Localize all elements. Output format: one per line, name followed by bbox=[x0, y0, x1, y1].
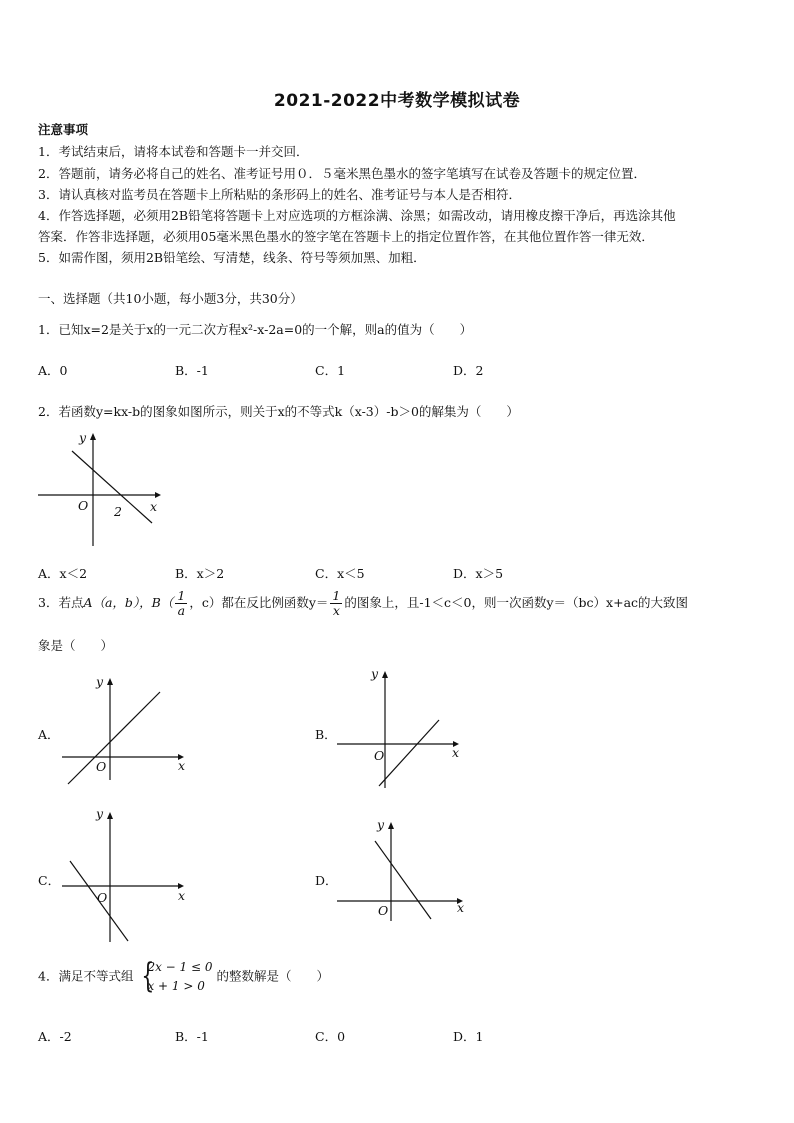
q3c-origin-label: O bbox=[97, 890, 108, 905]
notice-item-2: 2．答题前，请务必将自己的姓名、准考证号用０．５毫米黑色墨水的签字笔填写在试卷及答题卡的规定位置． bbox=[38, 166, 646, 181]
q2-y-arrow bbox=[90, 433, 96, 440]
q3a-line bbox=[68, 692, 160, 784]
q3-graph-a bbox=[60, 672, 195, 787]
q4-option-a[interactable]: A．-2 bbox=[38, 1029, 72, 1044]
q3-option-c[interactable]: C． bbox=[38, 873, 61, 888]
q3c-x-label: x bbox=[178, 888, 186, 903]
q3c-y-arrow bbox=[107, 812, 113, 819]
q4-brace: { bbox=[141, 956, 155, 996]
q2-y-label: y bbox=[79, 430, 87, 445]
page-title: 2021-2022中考数学模拟试卷 bbox=[273, 91, 521, 111]
q1-option-d[interactable]: D．2 bbox=[453, 363, 484, 378]
notice-item-4: 4．作答选择题，必须用2B铅笔将答题卡上对应选项的方框涂满、涂黑；如需改动，请用橡皮擦干净后，再选涂其他 bbox=[38, 208, 676, 223]
question-3-text bbox=[38, 589, 688, 618]
q3a-y-arrow bbox=[107, 678, 113, 685]
q3-rfrac-den: x bbox=[332, 603, 340, 618]
question-4-text bbox=[38, 958, 329, 996]
q3b-y-arrow bbox=[382, 671, 388, 678]
q4-pre: 4．满足不等式组 bbox=[38, 968, 134, 984]
q3-frac-den: a bbox=[177, 603, 186, 618]
question-1-text: 1．已知x=2是关于x的一元二次方程x²-x-2a=0的一个解，则a的值为（ ） bbox=[38, 322, 473, 337]
q3d-origin-label: O bbox=[378, 903, 389, 918]
q3-rfrac-num: 1 bbox=[332, 588, 341, 603]
notice-heading: 注意事项 bbox=[38, 122, 89, 137]
q2-tick-two: 2 bbox=[114, 504, 122, 519]
q3-fraction-1-over-a bbox=[175, 589, 187, 618]
q4-row-2: x + 1 > 0 bbox=[147, 979, 205, 993]
q2-option-a[interactable]: A．x＜2 bbox=[38, 566, 88, 581]
q1-option-b[interactable]: B．-1 bbox=[175, 363, 209, 378]
q3c-y-label: y bbox=[96, 806, 104, 821]
q3a-x-label: x bbox=[178, 758, 186, 773]
q3-fraction-1-over-x bbox=[330, 589, 342, 618]
q3b-x-label: x bbox=[452, 745, 460, 760]
q3d-x-label: x bbox=[457, 900, 465, 915]
q3-post: 的图象上，且-1＜c＜0，则一次函数y＝（bc）x+ac的大致图 bbox=[344, 595, 689, 610]
q2-x-label: x bbox=[150, 499, 158, 514]
q3b-line bbox=[379, 720, 439, 786]
notice-item-1: 1．考试结束后，请将本试卷和答题卡一并交回． bbox=[38, 144, 309, 159]
q4-option-c[interactable]: C．0 bbox=[315, 1029, 346, 1044]
q2-option-b[interactable]: B．x＞2 bbox=[175, 566, 225, 581]
q3a-origin-label: O bbox=[96, 759, 107, 774]
q3-graph-c bbox=[60, 806, 195, 946]
q4-row-1: 2x − 1 ≤ 0 bbox=[147, 960, 213, 974]
q3-pre: 3．若点 bbox=[38, 595, 84, 610]
question-2-text: 2．若函数y=kx-b的图象如图所示，则关于x的不等式k（x-3）-b＞0的解集为（ ） bbox=[38, 404, 519, 419]
q2-origin-label: O bbox=[78, 498, 89, 513]
q3-option-d[interactable]: D． bbox=[315, 873, 338, 888]
q3d-y-label: y bbox=[377, 817, 385, 832]
q3-mid: ，c）都在反比例函数y＝ bbox=[189, 595, 329, 610]
notice-item-5: 5．如需作图，须用2B铅笔绘、写清楚，线条、符号等须加黑、加粗． bbox=[38, 250, 426, 265]
notice-item-4-cont: 答案．作答非选择题，必须用05毫米黑色墨水的签字笔在答题卡上的指定位置作答，在其他位置作答一律无效． bbox=[38, 229, 654, 244]
q3-option-b[interactable]: B． bbox=[315, 727, 337, 742]
q3b-origin-label: O bbox=[374, 748, 385, 763]
q2-x-arrow bbox=[155, 492, 161, 498]
q2-graph-svg bbox=[30, 428, 170, 553]
question-3-text-cont: 象是（ ） bbox=[38, 638, 114, 653]
q4-option-d[interactable]: D．1 bbox=[453, 1029, 484, 1044]
q4-post: 的整数解是（ ） bbox=[216, 968, 330, 984]
q4-option-b[interactable]: B．-1 bbox=[175, 1029, 209, 1044]
q3-option-a[interactable]: A． bbox=[38, 727, 60, 742]
q2-option-d[interactable]: D．x＞5 bbox=[453, 566, 504, 581]
q3b-y-label: y bbox=[371, 666, 379, 681]
q1-option-c[interactable]: C．1 bbox=[315, 363, 346, 378]
q1-option-a[interactable]: A．0 bbox=[38, 363, 68, 378]
q3-graph-d bbox=[335, 815, 470, 925]
q4-inequality-system bbox=[137, 958, 212, 996]
q3-points: A（a，b），B（ bbox=[83, 595, 174, 610]
section-heading: 一、选择题（共10小题，每小题3分，共30分） bbox=[38, 291, 303, 306]
notice-item-3: 3．请认真核对监考员在答题卡上所粘贴的条形码上的姓名、准考证号与本人是否相符． bbox=[38, 187, 521, 202]
q3-graph-b bbox=[335, 662, 470, 792]
q3-frac-num: 1 bbox=[177, 588, 186, 603]
q3d-y-arrow bbox=[388, 822, 394, 829]
q3a-y-label: y bbox=[96, 674, 104, 689]
q2-option-c[interactable]: C．x＜5 bbox=[315, 566, 365, 581]
q2-graph bbox=[30, 428, 170, 553]
